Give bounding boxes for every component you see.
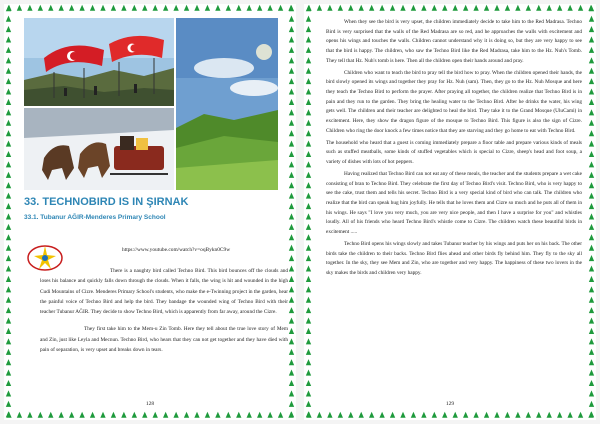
tree-icon	[289, 297, 294, 303]
tree-icon	[289, 307, 294, 313]
tree-icon	[289, 161, 294, 167]
tree-icon	[289, 47, 294, 53]
tree-icon	[327, 5, 332, 11]
tree-icon	[589, 26, 594, 32]
tree-icon	[289, 370, 294, 376]
chapter-title: 33. TECHNOBIRD IS IN ŞIRNAK	[24, 196, 189, 208]
tree-icon	[306, 16, 311, 22]
tree-icon	[589, 203, 594, 209]
left-page-number: 128	[145, 401, 155, 407]
tree-icon	[411, 5, 416, 11]
tree-icon	[306, 141, 311, 147]
tree-icon	[6, 78, 11, 84]
tree-icon	[6, 359, 11, 365]
tree-icon	[289, 318, 294, 324]
tree-icon	[306, 120, 311, 126]
tree-icon	[163, 412, 168, 418]
tree-icon	[289, 286, 294, 292]
tree-icon	[327, 412, 332, 418]
tree-icon	[536, 5, 541, 11]
tree-icon	[69, 5, 74, 11]
tree-icon	[289, 234, 294, 240]
tree-icon	[6, 26, 11, 32]
tree-icon	[6, 161, 11, 167]
tree-icon	[100, 5, 105, 11]
tree-icon	[59, 412, 64, 418]
tree-icon	[6, 234, 11, 240]
tree-icon	[194, 412, 199, 418]
tree-icon	[306, 161, 311, 167]
tree-icon	[494, 5, 499, 11]
tree-icon	[589, 286, 594, 292]
tree-icon	[6, 390, 11, 396]
tree-icon	[121, 5, 126, 11]
tree-icon	[589, 297, 594, 303]
tree-icon	[589, 265, 594, 271]
tree-icon	[289, 172, 294, 178]
right-paragraph-5: Techno Bird opens his wings slowly and takes Tubanur teacher by his wings and puts her on his back. The other birds take the children to their backs. Techno Bird flies ahead and other birds fly behind him. They fly to the sky all together. In the sky, they see Mem and Zin, who are together and very happy. The happiness of these two lovers in the sky makes the birds and children very happy.	[326, 240, 582, 276]
tree-icon	[289, 16, 294, 22]
tree-icon	[589, 120, 594, 126]
tree-icon	[578, 412, 583, 418]
tree-icon	[306, 68, 311, 74]
tree-icon	[589, 109, 594, 115]
tree-icon	[6, 193, 11, 199]
tree-icon	[6, 411, 11, 417]
tree-icon	[306, 338, 311, 344]
tree-icon	[6, 5, 11, 11]
tree-icon	[589, 151, 594, 157]
tree-icon	[6, 99, 11, 105]
right-paragraph-4: Having realized that Techno Bird can not eat any of these meals, the teacher and the students prepare a wet cake consisting of bran to Techno Bird. They celebrate the first day of Techno Bird's visit. Techno Bird, who is very happy to see the cake, trust them and tells his secret. Techno Bird is a very special kind of bird who can talk. The children who realize that the bird can speak hug him joyfully. He tells that he loves them and Cizre so much and he puts all of them in his wings. He says "I love you very much, you are very nice people, and then I have a surprise for you" and whistles loudly. All of his friends who heard Techno Bird's whistle come to Cizre. The children watch these beautiful birds in excitement .....	[326, 170, 582, 236]
tree-icon	[306, 380, 311, 386]
tree-icon	[453, 412, 458, 418]
tree-icon	[421, 5, 426, 11]
tree-icon	[289, 130, 294, 136]
tree-icon	[589, 276, 594, 282]
tree-icon	[205, 5, 210, 11]
tree-icon	[6, 297, 11, 303]
tree-icon	[306, 193, 311, 199]
tree-border-left	[4, 4, 13, 420]
tree-icon	[589, 255, 594, 261]
tree-icon	[289, 57, 294, 63]
tree-icon	[267, 5, 272, 11]
tree-icon	[589, 193, 594, 199]
tree-icon	[589, 359, 594, 365]
tree-border-bottom	[4, 411, 296, 420]
tree-icon	[6, 370, 11, 376]
tree-icon	[348, 5, 353, 11]
tree-icon	[226, 412, 231, 418]
tree-icon	[6, 57, 11, 63]
red-flags-hill-photo	[24, 18, 174, 106]
tree-icon	[69, 412, 74, 418]
left-page-content	[22, 18, 288, 404]
tree-icon	[306, 5, 311, 11]
tree-icon	[6, 88, 11, 94]
tree-icon	[505, 412, 510, 418]
tree-icon	[6, 213, 11, 219]
tree-icon	[6, 286, 11, 292]
tree-icon	[184, 5, 189, 11]
tree-icon	[400, 412, 405, 418]
tree-icon	[589, 380, 594, 386]
tree-icon	[289, 141, 294, 147]
tree-icon	[338, 5, 343, 11]
tree-icon	[306, 265, 311, 271]
left-body-text	[40, 266, 288, 362]
tree-icon	[6, 338, 11, 344]
tree-icon	[306, 78, 311, 84]
tree-icon	[390, 5, 395, 11]
tree-icon	[369, 412, 374, 418]
tree-icon	[6, 120, 11, 126]
tree-icon	[442, 5, 447, 11]
tree-icon	[306, 328, 311, 334]
tree-icon	[289, 213, 294, 219]
tree-icon	[100, 412, 105, 418]
tree-icon	[526, 412, 531, 418]
tree-icon	[111, 412, 116, 418]
tree-icon	[90, 412, 95, 418]
tree-icon	[289, 265, 294, 271]
tree-icon	[589, 78, 594, 84]
tree-icon	[6, 130, 11, 136]
tree-icon	[153, 412, 158, 418]
tree-icon	[589, 68, 594, 74]
tree-border-top	[304, 4, 596, 13]
tree-icon	[567, 5, 572, 11]
tree-icon	[306, 182, 311, 188]
tree-icon	[278, 5, 283, 11]
tree-icon	[6, 318, 11, 324]
tree-icon	[289, 255, 294, 261]
tree-icon	[6, 109, 11, 115]
tree-icon	[306, 130, 311, 136]
tree-icon	[589, 57, 594, 63]
tree-icon	[59, 5, 64, 11]
tree-icon	[379, 412, 384, 418]
tree-icon	[589, 318, 594, 324]
tree-icon	[589, 234, 594, 240]
tree-icon	[132, 412, 137, 418]
tree-icon	[6, 224, 11, 230]
tree-icon	[589, 141, 594, 147]
tree-icon	[473, 412, 478, 418]
tree-icon	[589, 349, 594, 355]
tree-icon	[6, 276, 11, 282]
tree-icon	[289, 36, 294, 42]
tree-icon	[400, 5, 405, 11]
tree-icon	[505, 5, 510, 11]
left-paragraph-2: They first take him to the Mem-u Zin Tomb. Here they tell about the true love story of Mem and Zin, just like Leyla and Mecnun. Techno Bird, who hears that they can not get together and they have died with pain of separation, is very upset and breaks down in tears.	[40, 326, 288, 354]
tree-icon	[289, 88, 294, 94]
right-page-number: 129	[445, 401, 455, 407]
right-page	[304, 4, 596, 420]
tree-icon	[306, 47, 311, 53]
tree-icon	[306, 318, 311, 324]
tree-icon	[306, 286, 311, 292]
tree-icon	[463, 412, 468, 418]
tree-icon	[173, 412, 178, 418]
tree-icon	[17, 5, 22, 11]
tree-icon	[306, 349, 311, 355]
tree-icon	[236, 412, 241, 418]
tree-icon	[142, 412, 147, 418]
tree-icon	[289, 359, 294, 365]
tree-icon	[411, 412, 416, 418]
tree-icon	[589, 370, 594, 376]
tree-icon	[289, 151, 294, 157]
tree-icon	[453, 5, 458, 11]
chapter-subtitle: 33.1. Tubanur AĞIR-Menderes Primary School	[24, 214, 166, 221]
tree-border-bottom	[304, 411, 596, 420]
tree-border-left	[304, 4, 313, 420]
tree-icon	[247, 412, 252, 418]
right-body-text	[326, 18, 582, 281]
tree-icon	[6, 380, 11, 386]
tree-icon	[306, 307, 311, 313]
tree-icon	[359, 412, 364, 418]
tree-icon	[79, 412, 84, 418]
tree-icon	[289, 411, 294, 417]
tree-icon	[17, 412, 22, 418]
tree-icon	[306, 26, 311, 32]
tree-icon	[578, 5, 583, 11]
tree-icon	[289, 380, 294, 386]
tree-icon	[289, 68, 294, 74]
tree-icon	[589, 213, 594, 219]
tree-icon	[153, 5, 158, 11]
tree-icon	[589, 338, 594, 344]
right-page-content	[322, 18, 582, 404]
tree-icon	[38, 5, 43, 11]
tree-icon	[289, 203, 294, 209]
tree-icon	[226, 5, 231, 11]
right-paragraph-3: The household who heard that a guest is coming immediately prepare a floor table and prepare various kinds of meals such as stuffed meatballs, some kinds of stuffed vegetables which is special to Cizre, sheep's head and foot soup, a variety of dishes with lots of hot peppers.	[326, 139, 582, 166]
tree-icon	[267, 412, 272, 418]
tree-icon	[589, 47, 594, 53]
tree-icon	[515, 412, 520, 418]
tree-icon	[289, 349, 294, 355]
tree-icon	[6, 307, 11, 313]
tree-icon	[463, 5, 468, 11]
tree-icon	[289, 390, 294, 396]
tree-icon	[289, 182, 294, 188]
tree-icon	[369, 5, 374, 11]
tree-icon	[6, 151, 11, 157]
tree-icon	[48, 5, 53, 11]
tree-icon	[132, 5, 137, 11]
tree-border-top	[4, 4, 296, 13]
tree-icon	[306, 109, 311, 115]
tree-icon	[306, 57, 311, 63]
tree-icon	[27, 412, 32, 418]
tree-icon	[38, 412, 43, 418]
tree-icon	[390, 412, 395, 418]
tree-icon	[306, 255, 311, 261]
tree-icon	[306, 172, 311, 178]
tree-icon	[589, 245, 594, 251]
tree-icon	[236, 5, 241, 11]
tree-icon	[589, 411, 594, 417]
left-page	[4, 4, 296, 420]
tree-icon	[432, 5, 437, 11]
tree-icon	[306, 297, 311, 303]
tree-icon	[6, 141, 11, 147]
tree-icon	[317, 412, 322, 418]
horse-sleigh-snow-photo	[24, 108, 174, 190]
tree-icon	[317, 5, 322, 11]
tree-icon	[306, 213, 311, 219]
tree-icon	[184, 412, 189, 418]
tree-icon	[589, 390, 594, 396]
tree-icon	[121, 412, 126, 418]
tree-icon	[473, 5, 478, 11]
tree-icon	[359, 5, 364, 11]
tree-icon	[589, 36, 594, 42]
tree-icon	[306, 36, 311, 42]
tree-icon	[6, 245, 11, 251]
tree-icon	[306, 203, 311, 209]
tree-icon	[278, 412, 283, 418]
tree-icon	[306, 99, 311, 105]
tree-icon	[289, 5, 294, 11]
tree-icon	[338, 412, 343, 418]
tree-icon	[432, 412, 437, 418]
tree-icon	[306, 276, 311, 282]
tree-icon	[6, 182, 11, 188]
tree-icon	[79, 5, 84, 11]
tree-icon	[289, 338, 294, 344]
video-url-link[interactable]: https://www.youtube.com/watch?v=oqBykn0C9w	[122, 247, 231, 253]
tree-icon	[163, 5, 168, 11]
tree-icon	[589, 172, 594, 178]
tree-icon	[348, 412, 353, 418]
tree-icon	[289, 26, 294, 32]
tree-icon	[289, 328, 294, 334]
green-meadow-sky-photo	[176, 18, 278, 190]
tree-icon	[589, 182, 594, 188]
tree-icon	[589, 88, 594, 94]
tree-icon	[421, 412, 426, 418]
tree-icon	[306, 224, 311, 230]
tree-icon	[306, 88, 311, 94]
tree-icon	[484, 412, 489, 418]
tree-icon	[536, 412, 541, 418]
tree-icon	[494, 412, 499, 418]
tree-icon	[48, 412, 53, 418]
tree-icon	[589, 161, 594, 167]
tree-icon	[589, 130, 594, 136]
tree-icon	[6, 172, 11, 178]
tree-icon	[589, 5, 594, 11]
tree-icon	[111, 5, 116, 11]
tree-border-right	[587, 4, 596, 420]
tree-icon	[306, 411, 311, 417]
tree-icon	[526, 5, 531, 11]
tree-icon	[289, 109, 294, 115]
tree-icon	[6, 265, 11, 271]
tree-icon	[589, 99, 594, 105]
left-paragraph-1: There is a naughty bird called Techno Bird. This bird bounces off the clouds and loses his balance and quickly falls down through the clouds. When it falls, the wing is hit and wounded in the high Cudi Mountains of Cizre. Menderes Primary School's students, who make the e-Twinning project in the garden, hear the painful voice of Techno Bird and help the bird. They bandage the wounded wing of Techno Bird with their teacher Tubanur AĞIR. They decide to show Techno Bird, which is apparently from far away, around the Cizre.	[40, 268, 288, 316]
tree-icon	[515, 5, 520, 11]
tree-icon	[589, 307, 594, 313]
tree-icon	[6, 255, 11, 261]
tree-icon	[289, 224, 294, 230]
tree-icon	[306, 370, 311, 376]
photo-collage	[24, 18, 278, 190]
tree-icon	[289, 193, 294, 199]
tree-icon	[306, 245, 311, 251]
tree-icon	[289, 276, 294, 282]
tree-icon	[6, 36, 11, 42]
tree-icon	[379, 5, 384, 11]
tree-icon	[6, 68, 11, 74]
tree-icon	[205, 412, 210, 418]
tree-icon	[215, 5, 220, 11]
tree-icon	[289, 245, 294, 251]
tree-icon	[547, 5, 552, 11]
tree-icon	[90, 5, 95, 11]
tree-icon	[306, 151, 311, 157]
tree-icon	[142, 5, 147, 11]
tree-border-right	[287, 4, 296, 420]
tree-icon	[557, 412, 562, 418]
tree-icon	[247, 5, 252, 11]
tree-icon	[289, 78, 294, 84]
tree-icon	[257, 5, 262, 11]
right-paragraph-2: Children who want to teach the bird to pray tell the bird how to pray. When the children opened their hands, the bird slowly opened its wings and together they pray for Hz. Nuh (sam). Then, they go to the Hz. Nuh Mosque and here they teach the Techno Bird to perform the prayer. After praying all together, the children realize that Techno Bird is in pain and they run to the garden. They bring the healing water to the Techno Bird. After he drinks the water, his wing gets well. The children and their teacher are delighted to heal the bird. They take it to the Grand Mosque (UluCami) in excitement. Here, they show the dragon figure of the mosque to Techno Bird. This figure is also the sign of Cizre. Children who ring the door knock a few times notice that they are starving and they go home to eat with Techno Bird.	[326, 69, 582, 134]
tree-icon	[442, 412, 447, 418]
right-paragraph-1: When they see the bird is very upset, the children immediately decide to take him to the Red Madrasa. Techno Bird is very surprised that the walls of the Red Madrasa are so red, and he approaches the walls with excitement and opens his wings and touches the walls. Children cannot understand why it is doing so, but they are very happy to see that the bird is happy. The children, who saw the Techno Bird like the Red Madrasa, take him to the Hz. Nuh's Tomb. They tell that Hz. Nuh's tomb is here. Then all the children open their hands around and pray.	[326, 19, 582, 64]
tree-icon	[567, 412, 572, 418]
tree-icon	[215, 412, 220, 418]
tree-icon	[6, 349, 11, 355]
tree-icon	[557, 5, 562, 11]
tree-icon	[6, 16, 11, 22]
tree-icon	[289, 120, 294, 126]
tree-icon	[547, 412, 552, 418]
tree-icon	[306, 359, 311, 365]
tree-icon	[306, 234, 311, 240]
tree-icon	[194, 5, 199, 11]
tree-icon	[589, 16, 594, 22]
tree-icon	[589, 328, 594, 334]
tree-icon	[257, 412, 262, 418]
tree-icon	[6, 328, 11, 334]
tree-icon	[589, 224, 594, 230]
tree-icon	[173, 5, 178, 11]
tree-icon	[484, 5, 489, 11]
tree-icon	[27, 5, 32, 11]
tree-icon	[6, 203, 11, 209]
tree-icon	[289, 99, 294, 105]
tree-icon	[306, 390, 311, 396]
tree-icon	[6, 47, 11, 53]
